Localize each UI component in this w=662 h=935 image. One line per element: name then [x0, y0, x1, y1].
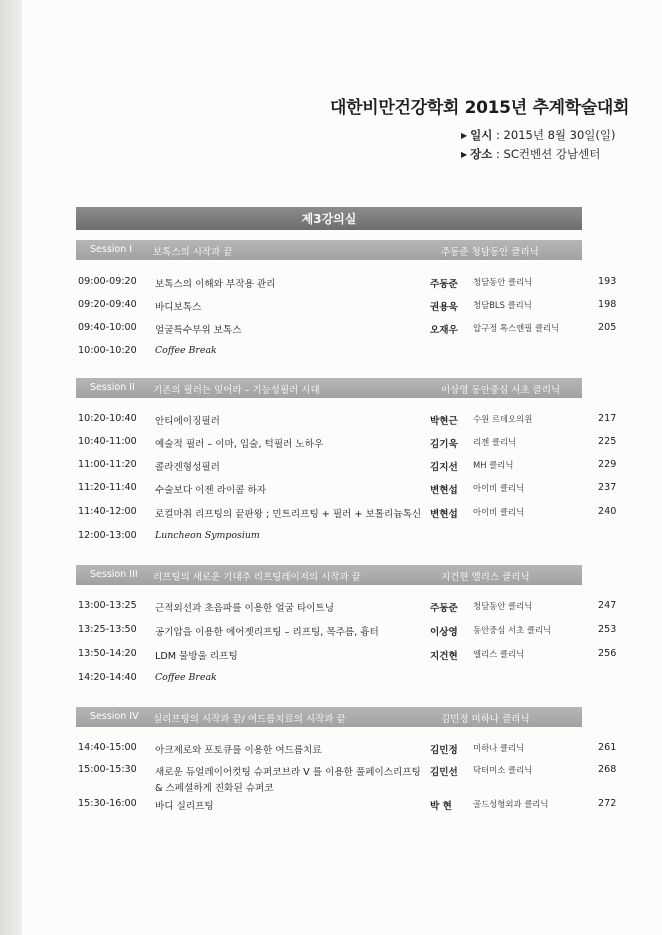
- page-number: 256: [598, 648, 617, 659]
- row-time: 11:00-11:20: [78, 459, 137, 470]
- page-number: 229: [598, 459, 617, 470]
- row-time: 12:00-13:00: [78, 530, 137, 541]
- session-bar: [76, 565, 582, 585]
- program-row: [78, 764, 618, 780]
- page-number: 261: [598, 742, 617, 753]
- speaker-affiliation: 청담동안 클리닉: [473, 601, 533, 611]
- program-row: [78, 322, 618, 338]
- row-title: 안티에이징필러: [155, 416, 220, 427]
- row-title: 얼굴특수부위 보톡스: [155, 325, 242, 336]
- row-title: 공기압을 이용한 에어젯리프팅 – 리프팅, 목주름, 흉터: [155, 627, 379, 638]
- page-number: 225: [598, 436, 617, 447]
- speaker-name: 주동준: [430, 603, 458, 614]
- speaker-name: 주동준: [430, 279, 458, 290]
- session-title: 보톡스의 시작과 끝: [153, 247, 233, 258]
- row-title-continuation: & 스페셜하게 진화된 슈퍼코: [155, 783, 274, 794]
- row-title: LDM 물방울 리프팅: [155, 651, 238, 662]
- room-header: 제3강의실: [76, 207, 582, 230]
- row-time: 15:00-15:30: [78, 764, 137, 775]
- row-title: 근적외선과 초음파를 이용한 얼굴 타이트닝: [155, 603, 335, 614]
- speaker-affiliation: 아이비 클리닉: [473, 507, 525, 517]
- row-time: 11:20-11:40: [78, 482, 137, 493]
- row-title: 로컬마취 리프팅의 끝판왕 ; 민트리프팅 + 필러 + 보톨리늄톡신: [155, 509, 422, 520]
- speaker-name: 변현섭: [430, 509, 458, 520]
- speaker-affiliation: 청담BLS 클리닉: [473, 300, 532, 310]
- session-chair: 지건현 엘리스 클리닉: [441, 572, 530, 583]
- row-time: 09:00-09:20: [78, 276, 137, 287]
- row-time: 10:20-10:40: [78, 413, 137, 424]
- session-number: Session I: [90, 244, 133, 255]
- speaker-name: 김민정: [430, 745, 458, 756]
- page-number: 247: [598, 600, 617, 611]
- program-row: [78, 299, 618, 315]
- conference-title: 대한비만건강학회 2015년 추계학술대회: [330, 98, 630, 118]
- speaker-affiliation: 수원 르데오의원: [473, 414, 533, 424]
- session-number: Session II: [90, 382, 135, 393]
- speaker-name: 이상영: [430, 627, 458, 638]
- row-time: 14:20-14:40: [78, 672, 137, 683]
- speaker-affiliation: 골드성형외과 클리닉: [473, 799, 549, 809]
- row-title: 콜라겐형성필러: [155, 462, 220, 473]
- triangle-bullet-icon: ▶: [461, 131, 468, 140]
- speaker-affiliation: 리젠 클리닉: [473, 437, 517, 447]
- row-time: 10:40-11:00: [78, 436, 137, 447]
- program-row: [78, 276, 618, 292]
- speaker-affiliation: 압구정 톡스앤필 클리닉: [473, 323, 560, 333]
- row-title: 예술적 필러 – 이마, 입술, 턱필러 노하우: [155, 439, 324, 450]
- session-number: Session III: [90, 569, 138, 580]
- row-time: 13:00-13:25: [78, 600, 137, 611]
- date-line: [461, 127, 616, 143]
- row-title: 보톡스의 이해와 부작용 관리: [155, 279, 276, 290]
- speaker-name: 박현근: [430, 416, 458, 427]
- speaker-affiliation: 아이비 클리닉: [473, 483, 525, 493]
- row-title: 아크제로와 포토큐를 이용한 여드름치료: [155, 745, 322, 756]
- speaker-affiliation: MH 클리닉: [473, 460, 514, 470]
- session-bar: [76, 707, 582, 727]
- date-value: : 2015년 8월 30일(일): [496, 128, 616, 142]
- speaker-affiliation: 청담동안 클리닉: [473, 277, 533, 287]
- page-number: 268: [598, 764, 617, 775]
- speaker-affiliation: 엘리스 클리닉: [473, 649, 525, 659]
- speaker-name: 권용욱: [430, 302, 458, 313]
- break-title: Luncheon Symposium: [155, 530, 260, 541]
- page-gutter: [0, 0, 22, 935]
- speaker-name: 김지선: [430, 462, 458, 473]
- row-time: 09:20-09:40: [78, 299, 137, 310]
- program-row: [78, 648, 618, 664]
- session-title: 실리프팅의 시작과 끝/ 여드름치료의 시작과 끝: [153, 714, 346, 725]
- speaker-name: 지건현: [430, 651, 458, 662]
- program-row-break: [78, 672, 618, 688]
- program-row: [78, 624, 618, 640]
- row-time: 15:30-16:00: [78, 798, 137, 809]
- page-number: 237: [598, 482, 617, 493]
- speaker-affiliation: 미하나 클리닉: [473, 743, 525, 753]
- place-value: : SC컨벤션 강남센터: [496, 147, 601, 161]
- break-title: Coffee Break: [155, 672, 217, 683]
- session-chair: 이상영 동안중심 서초 클리닉: [441, 385, 561, 396]
- program-row: [78, 798, 618, 814]
- speaker-name: 변현섭: [430, 485, 458, 496]
- session-bar: [76, 240, 582, 260]
- place-label: 장소: [470, 147, 493, 161]
- row-title: 바디보톡스: [155, 302, 202, 313]
- row-title: 수술보다 이젠 라이콤 하자: [155, 485, 267, 496]
- page-number: 198: [598, 299, 617, 310]
- place-line: [461, 146, 600, 162]
- row-title: 새로운 듀얼레이어컷팅 슈퍼코브라 V 를 이용한 풀페이스리프팅: [155, 767, 421, 778]
- session-bar: [76, 378, 582, 398]
- program-row: [78, 459, 618, 475]
- program-row-break: [78, 530, 618, 546]
- speaker-affiliation: 닥터미소 클리닉: [473, 765, 533, 775]
- program-row-break: [78, 345, 618, 361]
- triangle-bullet-icon: ▶: [461, 150, 468, 159]
- break-title: Coffee Break: [155, 345, 217, 356]
- session-chair: 주동준 청담동안 클리닉: [441, 247, 539, 258]
- page-number: 193: [598, 276, 617, 287]
- page-number: 205: [598, 322, 617, 333]
- program-row: [78, 742, 618, 758]
- program-row: [78, 413, 618, 429]
- speaker-name: 김민선: [430, 767, 458, 778]
- session-number: Session IV: [90, 711, 139, 722]
- speaker-name: 김기욱: [430, 439, 458, 450]
- row-time: 14:40-15:00: [78, 742, 137, 753]
- session-title: 리프팅의 새로운 기대주 리프팅레이저의 시작과 끝: [153, 572, 361, 583]
- row-time: 11:40-12:00: [78, 506, 137, 517]
- speaker-name: 박 현: [430, 801, 452, 812]
- date-label: 일시: [470, 128, 493, 142]
- row-title: 바디 실리프팅: [155, 801, 214, 812]
- row-time: 13:25-13:50: [78, 624, 137, 635]
- program-row: [78, 506, 618, 522]
- page-number: 272: [598, 798, 617, 809]
- program-row: [78, 482, 618, 498]
- row-time: 10:00-10:20: [78, 345, 137, 356]
- row-time: 13:50-14:20: [78, 648, 137, 659]
- speaker-affiliation: 동안중심 서초 클리닉: [473, 625, 552, 635]
- row-time: 09:40-10:00: [78, 322, 137, 333]
- session-chair: 김민정 미하나 클리닉: [441, 714, 530, 725]
- session-title: 기존의 필러는 잊어라 – 기능성필러 시대: [153, 385, 320, 396]
- page-number: 217: [598, 413, 617, 424]
- program-row: [78, 600, 618, 616]
- program-row: [78, 436, 618, 452]
- page-number: 253: [598, 624, 617, 635]
- speaker-name: 오재우: [430, 325, 458, 336]
- page-number: 240: [598, 506, 617, 517]
